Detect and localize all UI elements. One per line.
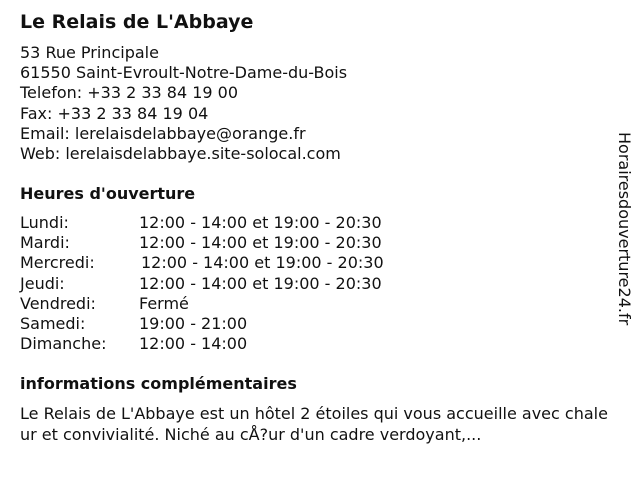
page-title: Le Relais de L'Abbaye	[20, 11, 254, 33]
hours-time: 12:00 - 14:00 et 19:00 - 20:30	[139, 273, 382, 293]
info-heading: informations complémentaires	[20, 374, 297, 393]
hours-day: Samedi:	[20, 313, 86, 333]
web-line: Web: lerelaisdelabbaye.site-solocal.com	[20, 144, 341, 164]
description-text: Le Relais de L'Abbaye est un hôtel 2 étoiles qui vous accueille avec chaleur et convivialité. Niché au cÅ?ur d'un cadre verdoyant,...	[20, 404, 608, 444]
hours-heading: Heures d'ouverture	[20, 184, 196, 203]
hours-day: Jeudi:	[20, 273, 65, 293]
address-city: 61550 Saint-Evroult-Notre-Dame-du-Bois	[20, 63, 348, 83]
hours-time: 12:00 - 14:00 et 19:00 - 20:30	[141, 253, 384, 273]
watermark-text: Horairesdouverture24.fr	[615, 132, 634, 326]
hours-day: Lundi:	[20, 213, 69, 232]
hours-day: Mardi:	[20, 233, 70, 253]
hours-time: Fermé	[139, 293, 189, 313]
contact-block	[20, 43, 347, 164]
address-street: 53 Rue Principale	[20, 43, 159, 62]
hours-day: Mercredi:	[20, 253, 95, 273]
fax-line: Fax: +33 2 33 84 19 04	[20, 103, 209, 123]
phone-line: Telefon: +33 2 33 84 19 00	[20, 83, 239, 103]
hours-day: Vendredi:	[20, 293, 96, 313]
hours-time: 19:00 - 21:00	[139, 313, 248, 333]
hours-time: 12:00 - 14:00	[139, 334, 248, 354]
hours-day: Dimanche:	[20, 334, 107, 354]
watermark	[611, 132, 637, 377]
email-line: Email: lerelaisdelabbaye@orange.fr	[20, 123, 306, 143]
hours-time: 12:00 - 14:00 et 19:00 - 20:30	[139, 233, 382, 253]
hours-time: 12:00 - 14:00 et 19:00 - 20:30	[139, 213, 382, 232]
